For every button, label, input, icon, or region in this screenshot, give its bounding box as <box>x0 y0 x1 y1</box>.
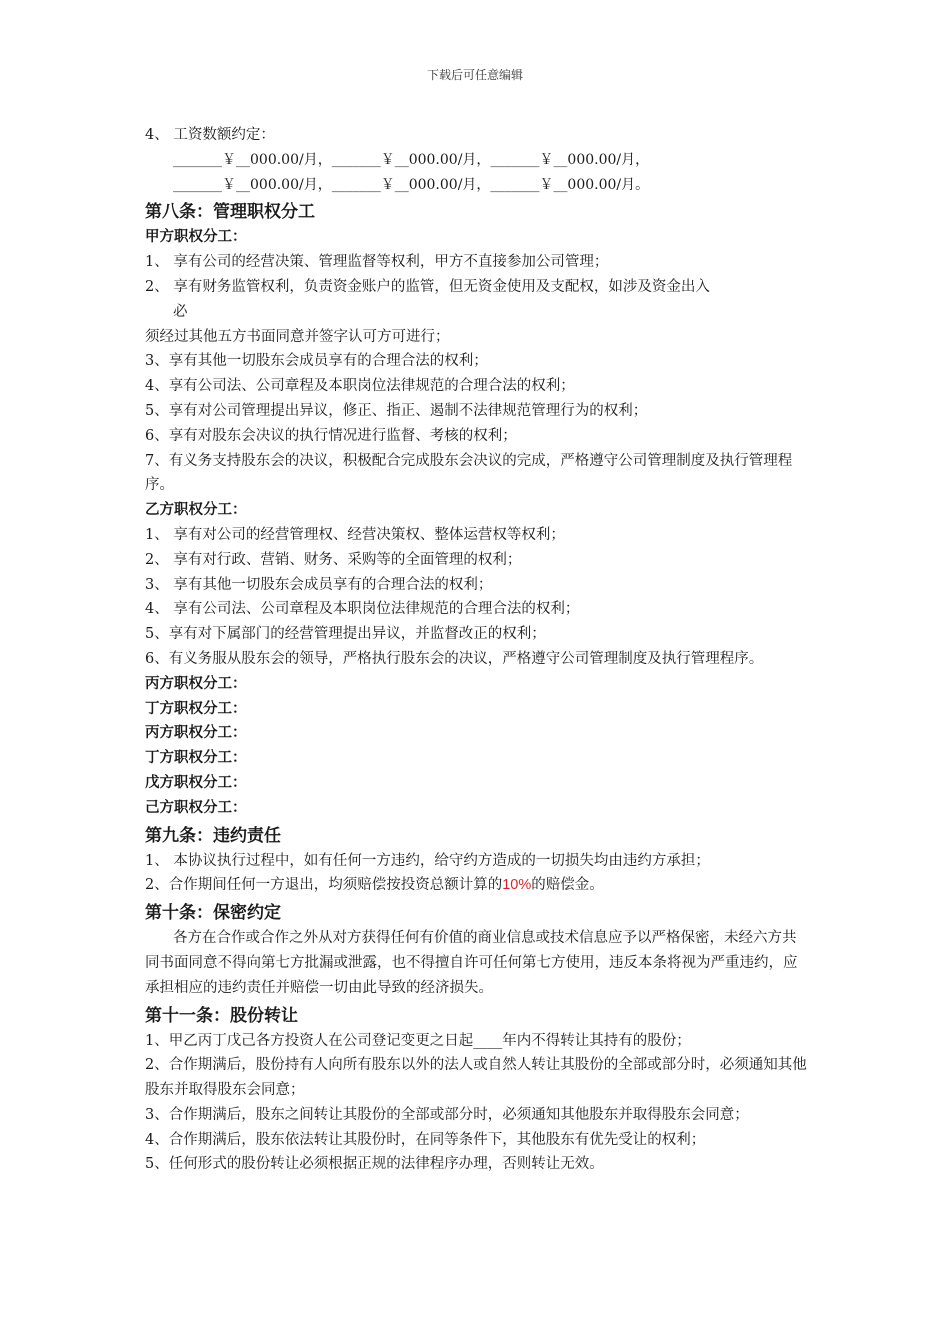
party-a-heading: 甲方职权分工： <box>145 229 247 246</box>
party-e-heading: 戊方职权分工： <box>145 774 247 791</box>
wage-line-2: _______￥__000.00/月，_______￥__000.00/月，_______￥__000.00/月。 <box>173 176 650 193</box>
page-header: 下载后可任意编辑 <box>426 68 523 82</box>
breach-item-2 <box>145 873 810 898</box>
party-b-item-5: 5、享有对下属部门的经营管理提出异议，并监督改正的权利； <box>145 626 546 643</box>
party-a-item-3: 3、享有其他一切股东会成员享有的合理合法的权利； <box>145 353 488 370</box>
party-b-heading: 乙方职权分工： <box>145 502 247 519</box>
party-a-item-2c: 须经过其他五方书面同意并签字认可方可进行； <box>145 328 450 345</box>
wage-amount-title: 4、 工资数额约定： <box>145 127 275 143</box>
party-b-item-1: 1、 享有对公司的经营管理权、经营决策权、整体运营权等权利； <box>145 526 565 543</box>
party-a-item-1: 1、 享有公司的经营决策、管理监督等权利，甲方不直接参加公司管理； <box>145 254 609 271</box>
breach-item-2-suffix: 的赔偿金。 <box>531 877 604 894</box>
party-a-item-4: 4、享有公司法、公司章程及本职岗位法律规范的合理合法的权利； <box>145 378 575 395</box>
article-11-heading: 第十一条：股份转让 <box>145 1005 298 1026</box>
party-a-item-2b: 必 <box>173 303 188 320</box>
party-d-heading: 丁方职权分工： <box>145 700 247 717</box>
party-b-item-2: 2、 享有对行政、营销、财务、采购等的全面管理的权利； <box>145 551 522 568</box>
party-b-item-6: 6、有义务服从股东会的领导，严格执行股东会的决议，严格遵守公司管理制度及执行管理程序。 <box>145 650 764 667</box>
party-b-item-3: 3、 享有其他一切股东会成员享有的合理合法的权利； <box>145 576 493 593</box>
transfer-item-3: 3、合作期满后，股东之间转让其股份的全部或部分时，必须通知其他股东并取得股东会同意； <box>145 1106 749 1123</box>
party-c-heading-repeat: 丙方职权分工： <box>145 725 247 742</box>
party-b-item-4: 4、 享有公司法、公司章程及本职岗位法律规范的合理合法的权利； <box>145 601 580 618</box>
transfer-item-4: 4、合作期满后，股东依法转让其股份时，在同等条件下，其他股东有优先受让的权利； <box>145 1131 706 1148</box>
transfer-item-5: 5、任何形式的股份转让必须根据正规的法律程序办理，否则转让无效。 <box>145 1156 604 1173</box>
document-body <box>145 123 810 1177</box>
party-c-heading: 丙方职权分工： <box>145 675 247 692</box>
article-9-heading: 第九条：违约责任 <box>145 825 281 846</box>
party-a-item-6: 6、享有对股东会决议的执行情况进行监督、考核的权利； <box>145 427 517 444</box>
breach-item-2-text: 2、合作期间任何一方退出，均须赔偿按投资总额计算的 <box>145 877 503 894</box>
confidentiality-body: 各方在合作或合作之外从对方获得任何有价值的商业信息或技术信息应予以严格保密，未经六方共同书面同意不得向第七方批漏或泄露，也不得擅自许可任何第七方使用，违反本条将视为严重违约，应承担相应的违约责任并赔偿一切由此导致的经济损失。 <box>145 930 798 996</box>
breach-item-1: 1、 本协议执行过程中，如有任何一方违约，给守约方造成的一切损失均由违约方承担； <box>145 852 710 869</box>
party-a-item-7: 7、有义务支持股东会的决议，积极配合完成股东会决议的完成，严格遵守公司管理制度及执行管理程序。 <box>145 452 793 494</box>
party-a-item-5: 5、享有对公司管理提出异议，修正、指正、遏制不法律规范管理行为的权利； <box>145 402 648 419</box>
article-10-heading: 第十条：保密约定 <box>145 903 281 924</box>
compensation-percent: 10% <box>502 877 532 894</box>
article-8-heading: 第八条：管理职权分工 <box>145 202 315 223</box>
transfer-item-1: 1、甲乙丙丁戊己各方投资人在公司登记变更之日起____年内不得转让其持有的股份； <box>145 1032 691 1049</box>
party-a-item-2a: 2、 享有财务监管权利，负责资金账户的监管，但无资金使用及支配权，如涉及资金出入 <box>145 278 710 295</box>
transfer-item-2: 2、合作期满后，股份持有人向所有股东以外的法人或自然人转让其股份的全部或部分时，必须通知其他股东并取得股东会同意； <box>145 1057 807 1099</box>
party-d-heading-repeat: 丁方职权分工： <box>145 750 247 767</box>
party-f-heading: 己方职权分工： <box>145 799 247 816</box>
wage-line-1: _______￥__000.00/月，_______￥__000.00/月，_______￥__000.00/月， <box>173 151 650 168</box>
